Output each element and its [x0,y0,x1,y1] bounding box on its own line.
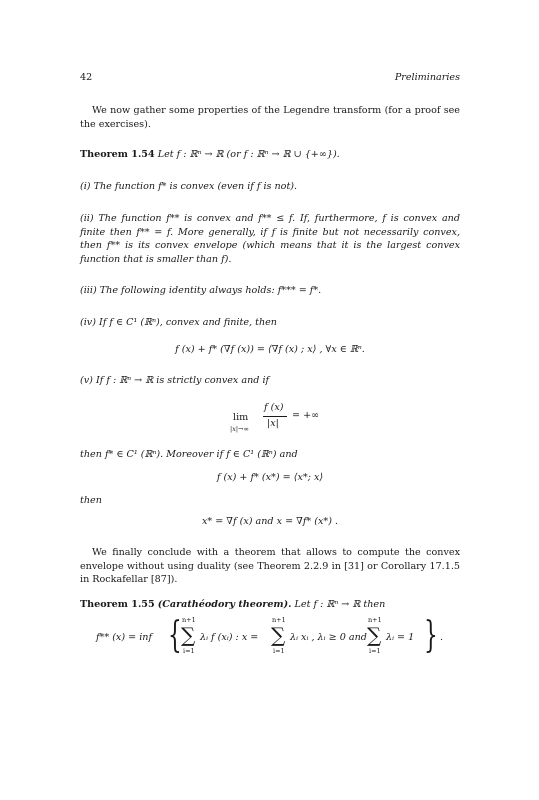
lim-operator: lim [233,412,249,423]
term-3: λᵢ = 1 [386,632,415,643]
fraction-denominator: |x| [267,418,279,429]
sum-2-bottom: i=1 [273,647,285,655]
theorem-name: (Carathéodory theorem). [157,599,292,610]
theorem-1-55-heading [80,598,460,612]
fraction-numerator: f (x) [264,402,284,413]
page-header [80,72,460,86]
theorem-statement: Let f : ℝⁿ → ℝ (or f : ℝⁿ → ℝ ∪ {+∞}). [157,149,340,160]
sum-3-bottom: i=1 [369,647,381,655]
sum-1-top: n+1 [182,616,196,624]
limit-equation [230,398,350,438]
equation-2: f (x) + f* (x*) = ⟨x*; x⟩ [216,472,324,483]
sum-3-sign: ∑ [367,623,382,647]
item-iv: (iv) If f ∈ C¹ (ℝⁿ), convex and finite, then [80,317,277,328]
right-brace: } [424,615,438,656]
equation-lhs: f** (x) = inf [96,632,153,643]
sum-2-sign: ∑ [271,623,286,647]
caratheodory-equation [96,614,476,666]
sum-3-top: n+1 [368,616,382,624]
sum-2-top: n+1 [272,616,286,624]
equation-iv: f (x) + f* (∇f (x)) = ⟨∇f (x) ; x⟩ , ∀x ∈ ℝⁿ. [175,344,365,355]
item-v: (v) If f : ℝⁿ → ℝ is strictly convex and if [80,375,270,386]
intro-paragraph: We now gather some properties of the Legendre transform (for a proof see the exercises). [80,105,460,130]
then-word: then [80,495,102,506]
item-ii: (ii) The function f** is convex and f** ≤ f. If, furthermore, f is convex and finite then f** = f. More generally, if f is finite but not necessarily convex, then f** is its convex envelope (which means that it is the largest convex function that is smaller than f). [80,213,460,265]
theorem-label: Theorem 1.55 [80,599,155,610]
limit-rhs: = +∞ [292,410,320,421]
theorem-1-54-heading [80,148,460,162]
page-number: 42 [80,72,93,83]
term-1: λᵢ f (xᵢ) : x = [200,632,259,643]
term-2: λᵢ xᵢ , λᵢ ≥ 0 and [290,632,367,643]
equation-end-period: . [440,632,444,643]
conclusion-paragraph: We finally conclude with a theorem that allows to compute the convex envelope without using duality (see Theorem 2.2.9 in [31] or Corollary 17.1.5 in Rockafellar [87]). [80,547,460,586]
item-i: (i) The function f* is convex (even if f is not). [80,181,298,192]
equation-3: x* = ∇f (x) and x = ∇f* (x*) . [201,516,339,527]
sum-1-sign: ∑ [181,623,196,647]
sum-1-bottom: i=1 [183,647,195,655]
fraction-bar [263,416,287,417]
theorem-statement: Let f : ℝⁿ → ℝ then [294,599,386,610]
running-section-title: Preliminaries [394,72,460,83]
left-brace: { [168,615,182,656]
item-iii: (iii) The following identity always holds: f*** = f*. [80,285,322,296]
theorem-label: Theorem 1.54 [80,149,155,160]
lim-subscript: |x|→∞ [230,425,249,433]
then-paragraph-1: then f* ∈ C¹ (ℝⁿ). Moreover if f ∈ C¹ (ℝⁿ) and [80,449,298,460]
